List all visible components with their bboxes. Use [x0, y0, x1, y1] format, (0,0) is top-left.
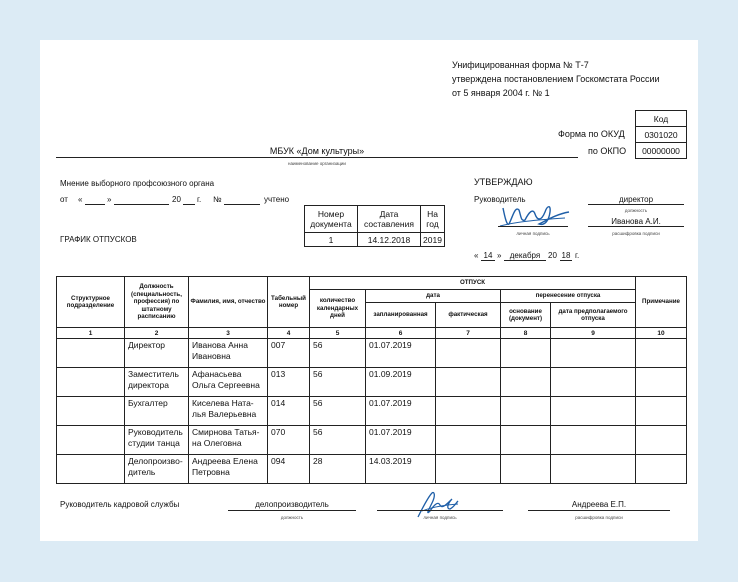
row-position: Делопроизво-дитель: [125, 455, 189, 484]
kod-header: Код: [636, 111, 687, 127]
table-row: [57, 455, 687, 484]
approval-name-caption: расшифровка подписи: [612, 231, 660, 236]
header-vacation: ОТПУСК: [310, 277, 636, 290]
footer-name: Андреева Е.П.: [571, 500, 627, 509]
union-day-line: [85, 204, 105, 205]
row-note: [636, 339, 687, 368]
row-basis: [501, 426, 551, 455]
row-days: 28: [310, 455, 366, 484]
row-note: [636, 455, 687, 484]
union-ot: от: [60, 195, 68, 204]
union-number-line: [224, 204, 260, 205]
row-expected: [551, 368, 636, 397]
row-basis: [501, 455, 551, 484]
union-month-line: [114, 204, 169, 205]
col-num-8: 8: [501, 328, 551, 339]
row-name: Андреева Елена Петровна: [189, 455, 268, 484]
approval-signature-caption: личная подпись: [516, 231, 550, 236]
union-opinion-title: Мнение выборного профсоюзного органа: [60, 179, 215, 188]
footer-name-caption: расшифровка подписи: [575, 515, 623, 520]
okud-label: Форма по ОКУД: [558, 129, 625, 139]
organization-caption: наименование организации: [288, 161, 346, 166]
row-days: 56: [310, 368, 366, 397]
footer-name-line: [528, 510, 670, 511]
row-name: Смирнова Татья-на Олеговна: [189, 426, 268, 455]
row-unit: [57, 339, 125, 368]
form-header-line2: утверждена постановлением Госкомстата России: [452, 74, 660, 84]
row-expected: [551, 426, 636, 455]
approval-month-line: [504, 260, 546, 261]
approval-g: г.: [575, 251, 580, 260]
col-num-5: 5: [310, 328, 366, 339]
row-actual: [436, 397, 501, 426]
row-planned: 01.07.2019: [366, 426, 436, 455]
col-num-1: 1: [57, 328, 125, 339]
form-header: [452, 58, 660, 100]
approval-year: 18: [561, 251, 571, 260]
column-numbers-row: [57, 328, 687, 339]
approval-quote-close: »: [497, 251, 502, 260]
approval-signature-line: [498, 226, 568, 227]
organization-name: МБУК «Дом культуры»: [269, 146, 365, 156]
form-header-line1: Унифицированная форма № Т-7: [452, 60, 589, 70]
header-transfer: перенесение отпуска: [501, 290, 636, 303]
row-tab: 094: [268, 455, 310, 484]
union-quote-close: »: [107, 195, 112, 204]
row-days: 56: [310, 397, 366, 426]
row-planned: 01.09.2019: [366, 368, 436, 397]
approval-signature-image: [495, 198, 575, 234]
col-num-3: 3: [189, 328, 268, 339]
row-position: Руководитель студии танца: [125, 426, 189, 455]
row-actual: [436, 368, 501, 397]
approval-position-line: [588, 204, 684, 205]
approval-year-prefix: 20: [548, 251, 557, 260]
footer-position: делопроизводитель: [255, 500, 329, 509]
okpo-value: 00000000: [636, 143, 687, 159]
row-unit: [57, 397, 125, 426]
header-actual: фактическая: [436, 303, 501, 328]
info-header-date: Дата составления: [358, 206, 421, 233]
doc-title: ГРАФИК ОТПУСКОВ: [60, 235, 137, 244]
row-position: Бухгалтер: [125, 397, 189, 426]
form-sheet: [40, 40, 698, 541]
row-name: Иванова Анна Ивановна: [189, 339, 268, 368]
footer-position-caption: должность: [280, 515, 304, 520]
union-quote-open: «: [78, 195, 83, 204]
approval-name: Иванова А.И.: [611, 217, 661, 226]
info-header-year: На год: [421, 206, 445, 233]
footer-signature-caption: личная подпись: [423, 515, 457, 520]
info-year: 2019: [421, 233, 445, 247]
union-uchteno: учтено: [264, 195, 290, 204]
row-expected: [551, 397, 636, 426]
info-header-number: Номер документа: [305, 206, 358, 233]
row-position: Директор: [125, 339, 189, 368]
footer-signature-line: [377, 510, 503, 511]
header-position: Должность (специальность, профессия) по штатному расписанию: [125, 277, 189, 328]
row-basis: [501, 339, 551, 368]
union-g: г.: [197, 195, 202, 204]
header-tab-number: Табельный номер: [268, 277, 310, 328]
approval-day-line: [481, 260, 495, 261]
okpo-label: по ОКПО: [588, 146, 627, 156]
row-planned: 14.03.2019: [366, 455, 436, 484]
row-planned: 01.07.2019: [366, 397, 436, 426]
row-unit: [57, 455, 125, 484]
row-tab: 007: [268, 339, 310, 368]
row-unit: [57, 368, 125, 397]
row-days: 56: [310, 426, 366, 455]
row-actual: [436, 426, 501, 455]
approval-name-line: [588, 226, 684, 227]
row-tab: 070: [268, 426, 310, 455]
header-note: Примечание: [636, 277, 687, 328]
approval-head-label: Руководитель: [474, 195, 526, 204]
header-expected: дата предполагаемого отпуска: [551, 303, 636, 328]
approval-month: декабря: [509, 251, 541, 260]
union-year-line: [183, 204, 195, 205]
col-num-2: 2: [125, 328, 189, 339]
header-planned: запланированная: [366, 303, 436, 328]
approval-position-caption: должность: [624, 208, 648, 213]
row-actual: [436, 339, 501, 368]
row-actual: [436, 455, 501, 484]
col-num-10: 10: [636, 328, 687, 339]
row-days: 56: [310, 339, 366, 368]
approval-day: 14: [483, 251, 493, 260]
info-date: 14.12.2018: [358, 233, 421, 247]
form-header-line3: от 5 января 2004 г. № 1: [452, 88, 550, 98]
table-row: [57, 426, 687, 455]
col-num-7: 7: [436, 328, 501, 339]
footer-position-line: [228, 510, 356, 511]
row-tab: 014: [268, 397, 310, 426]
header-basis: основание (документ): [501, 303, 551, 328]
row-position: Заместитель директора: [125, 368, 189, 397]
header-name: Фамилия, имя, отчество: [189, 277, 268, 328]
table-row: [57, 339, 687, 368]
approval-year-line: [560, 260, 572, 261]
info-number: 1: [305, 233, 358, 247]
code-box: [635, 110, 687, 159]
header-date: дата: [366, 290, 501, 303]
union-year-prefix: 20: [172, 195, 181, 204]
row-expected: [551, 339, 636, 368]
okud-value: 0301020: [636, 127, 687, 143]
row-tab: 013: [268, 368, 310, 397]
vacation-schedule-table: [56, 276, 687, 484]
row-expected: [551, 455, 636, 484]
table-row: [57, 397, 687, 426]
info-table: [304, 205, 445, 247]
row-planned: 01.07.2019: [366, 339, 436, 368]
footer-label: Руководитель кадровой службы: [60, 500, 180, 509]
header-days: количество календарных дней: [310, 290, 366, 328]
union-num: №: [213, 195, 222, 204]
row-basis: [501, 397, 551, 426]
row-name: Киселева Ната-лья Валерьевна: [189, 397, 268, 426]
row-note: [636, 368, 687, 397]
organization-line: [56, 157, 578, 158]
approval-title: УТВЕРЖДАЮ: [474, 177, 533, 187]
approval-position: директор: [618, 195, 654, 204]
col-num-6: 6: [366, 328, 436, 339]
approval-quote-open: «: [474, 251, 479, 260]
table-row: [57, 368, 687, 397]
col-num-4: 4: [268, 328, 310, 339]
col-num-9: 9: [551, 328, 636, 339]
row-basis: [501, 368, 551, 397]
row-note: [636, 397, 687, 426]
row-unit: [57, 426, 125, 455]
row-note: [636, 426, 687, 455]
header-unit: Структурное подразделение: [57, 277, 125, 328]
row-name: Афанасьева Ольга Сергеевна: [189, 368, 268, 397]
